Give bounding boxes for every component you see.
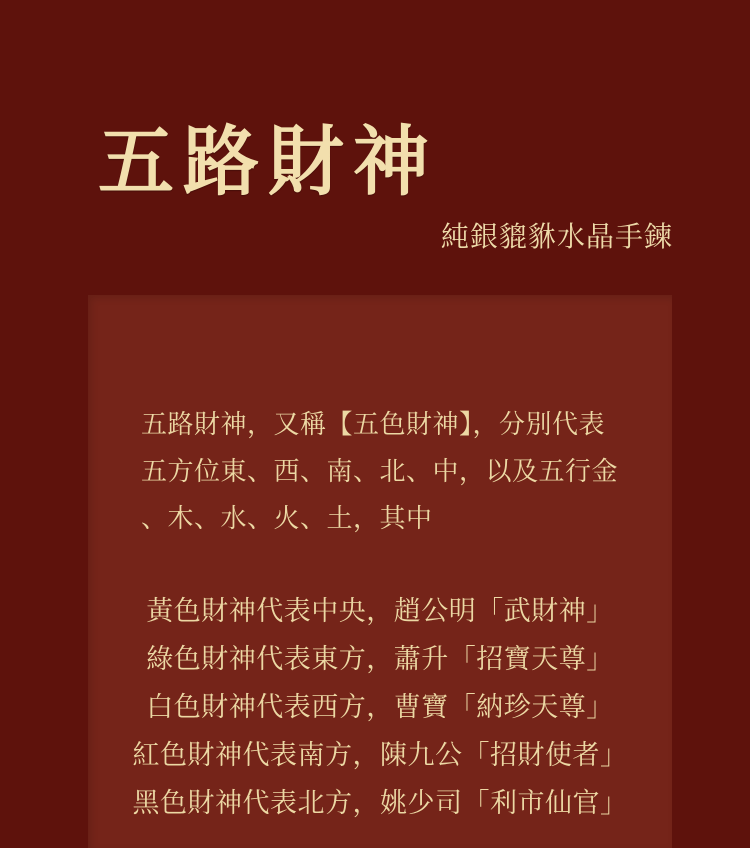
deity-line-yellow: 黃色財神代表中央，趙公明「武財神」 xyxy=(146,596,614,626)
deity-line-red: 紅色財神代表南方，陳九公「招財使者」 xyxy=(132,740,628,770)
deity-list xyxy=(88,587,672,827)
deity-line-green: 綠色財神代表東方，蕭升「招寶天尊」 xyxy=(146,644,614,674)
page-subtitle: 純銀貔貅水晶手鍊 xyxy=(440,222,673,253)
intro-line-2: 五方位東、西、南、北、中，以及五行金 xyxy=(141,457,619,486)
deity-line-white: 白色財神代表西方，曹寶「納珍天尊」 xyxy=(146,692,614,722)
deity-line-black: 黑色財神代表北方，姚少司「利市仙官」 xyxy=(132,788,628,818)
description-panel xyxy=(88,295,672,848)
intro-paragraph xyxy=(141,401,622,542)
intro-line-3: 、木、水、火、土，其中 xyxy=(141,504,433,533)
page-title: 五路財神 xyxy=(98,121,438,205)
intro-line-1: 五路財神，又稱【五色財神】，分別代表 xyxy=(141,410,606,439)
